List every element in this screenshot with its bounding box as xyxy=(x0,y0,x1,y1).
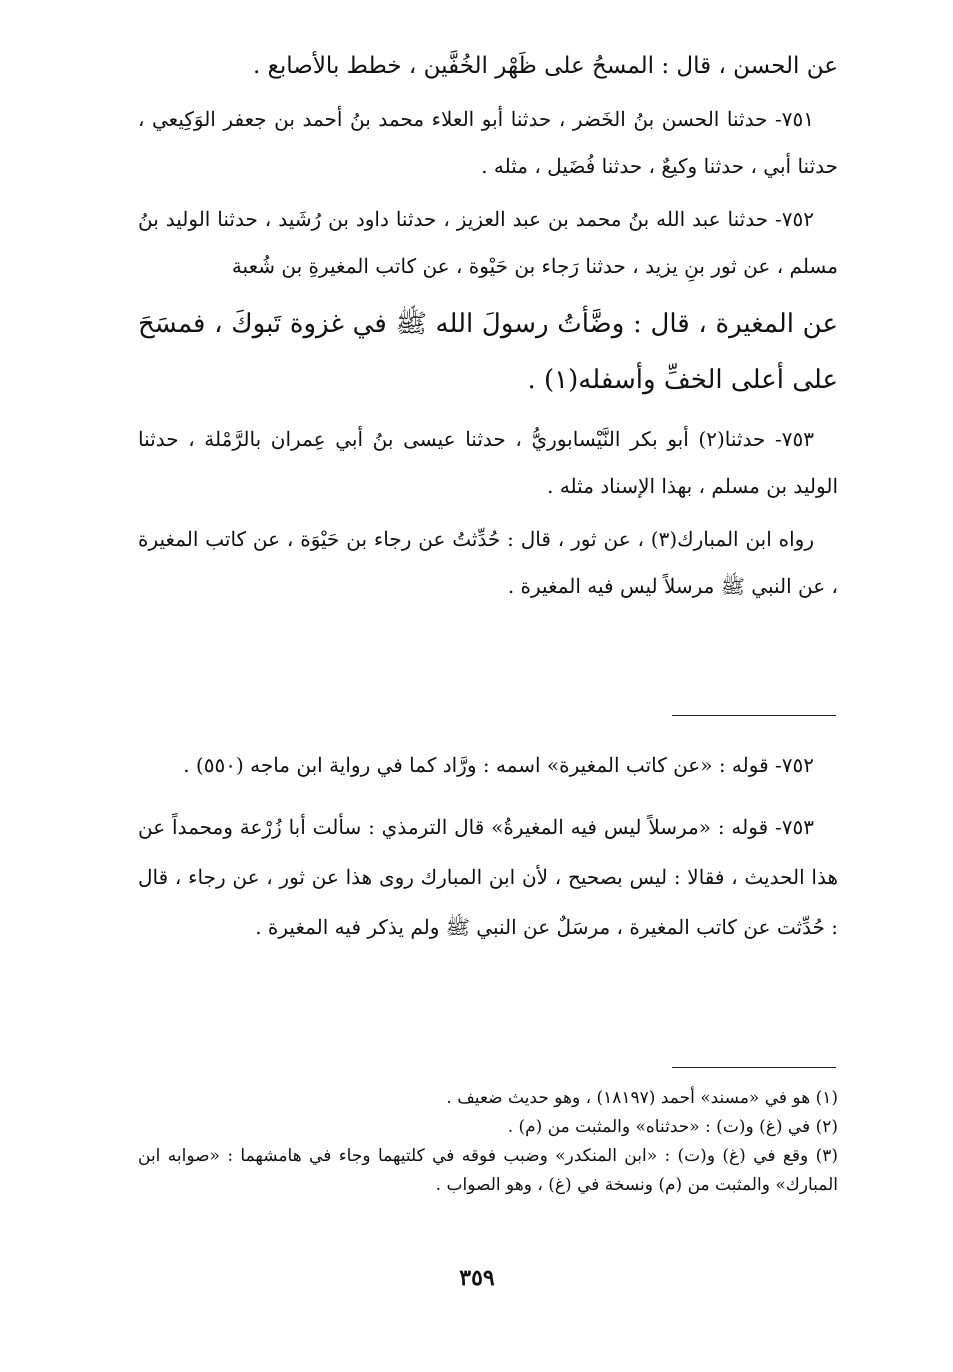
footnotes xyxy=(138,1084,838,1200)
opening-line: عن الحسن ، قال : المسحُ على ظَهْر الخُفَّين ، خطط بالأصابع . xyxy=(253,53,838,79)
commentary-752: ٧٥٢- قوله : «عن كاتب المغيرة» اسمه : ورَّاد كما في رواية ابن ماجه (٥٥٠) . xyxy=(183,753,814,777)
footnote-2: (٢) في (غ) و(ت) : «حدثناه» والمثبت من (م) . xyxy=(507,1117,838,1137)
hadith-752-matn: عن المغيرة ، قال : وضَّأتُ رسولَ الله ﷺ في غزوة تَبوكَ ، فمسَحَ على أعلى الخفِّ وأسفله(١) . xyxy=(138,309,838,395)
commentary-753: ٧٥٣- قوله : «مرسلاً ليس فيه المغيرةُ» قال الترمذي : سألت أبا زُرْعة ومحمداً عن هذا الحديث ، فقالا : ليس بصحيح ، لأن ابن المبارك روى هذا عن ثور ، عن رجاء ، قال : حُدِّثت عن كاتب المغيرة ، مرسَلٌ عن النبي ﷺ ولم يذكر فيه المغيرة . xyxy=(138,815,838,939)
footnote-1: (١) هو في «مسند» أحمد (١٨١٩٧) ، وهو حديث ضعيف . xyxy=(446,1088,838,1108)
hadith-751: ٧٥١- حدثنا الحسن بنُ الخَضر ، حدثنا أبو العلاء محمد بنُ أحمد بن جعفر الوَكِيعي ، حدثنا أبي ، حدثنا وكيعٌ ، حدثنا فُضَيل ، مثله . xyxy=(138,107,838,178)
riwaya-ibn-al-mubarak: رواه ابن المبارك(٣) ، عن ثور ، قال : حُدِّثتُ عن رجاء بن حَيْوَة ، عن كاتب المغيرة ، عن النبي ﷺ مرسلاً ليس فيه المغيرة . xyxy=(138,527,838,598)
footnote-divider xyxy=(672,1067,836,1068)
footnote-3: (٣) وقع في (غ) و(ت) : «ابن المنكدر» وضبب فوقه في كلتيهما وجاء في هامشهما : «صوابه ابن المبارك» والمثبت من (م) ونسخة في (غ) ، وهو الصواب . xyxy=(138,1146,838,1195)
commentary xyxy=(138,740,838,964)
hadith-752-sanad: ٧٥٢- حدثنا عبد الله بنُ محمد بن عبد العزيز ، حدثنا داود بن رُشَيد ، حدثنا الوليد بنُ مسلم ، عن ثور بنِ يزيد ، حدثنا رَجاء بن حَيْوة ، عن كاتب المغيرةِ بن شُعبة xyxy=(138,207,838,278)
main-text xyxy=(138,42,838,616)
hadith-753: ٧٥٣- حدثنا(٢) أبو بكر النَّيْسابوريُّ ، حدثنا عيسى بنُ أبي عِمران بالرَّمْلة ، حدثنا الوليد بن مسلم ، بهذا الإسناد مثله . xyxy=(138,427,838,498)
section-divider xyxy=(672,715,836,716)
page-number: ٣٥٩ xyxy=(459,1265,495,1291)
